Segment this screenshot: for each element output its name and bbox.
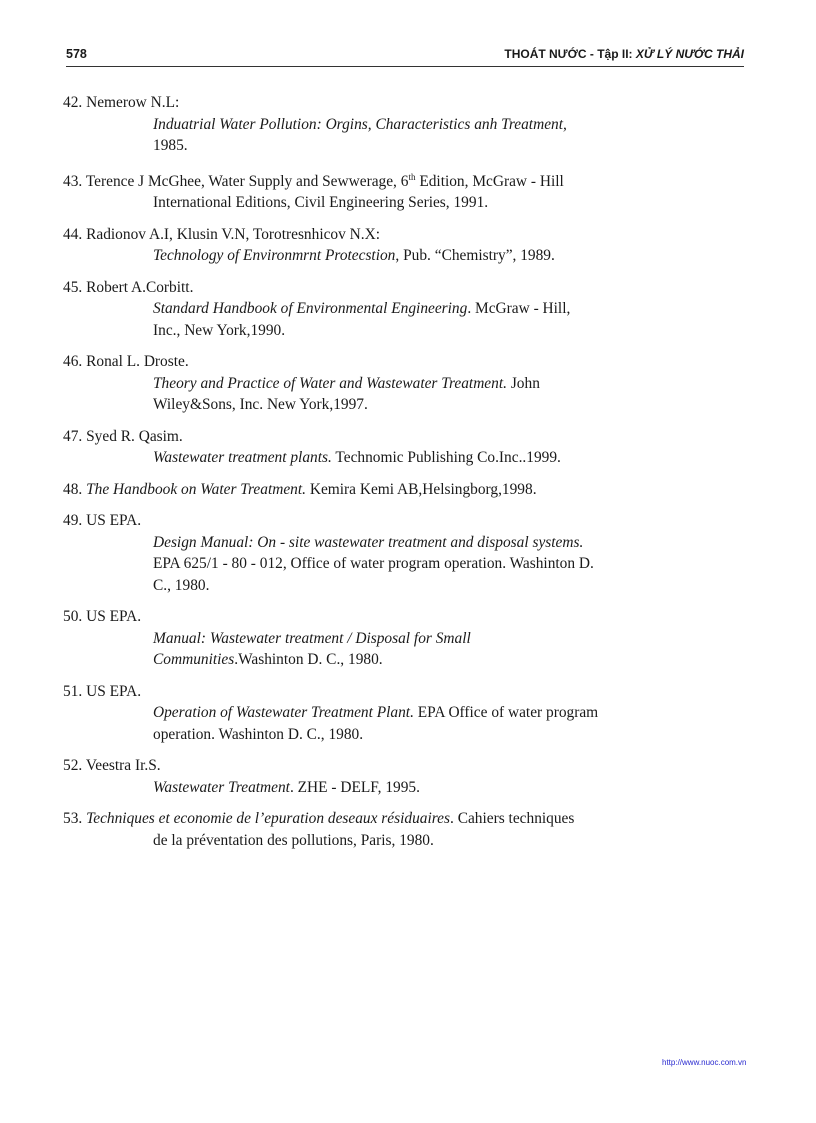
reference-47 [63, 426, 743, 469]
ref-details: Technomic Publishing Co.Inc..1999. [331, 449, 561, 467]
ref-details: EPA Office of water program [413, 704, 599, 722]
ref-author: Terence J McGhee, Water Supply and Sewwerage, 6 [85, 172, 409, 190]
reference-44 [63, 224, 743, 267]
ref-details: International Editions, Civil Engineering Series, 1991. [153, 194, 489, 212]
reference-list [63, 92, 743, 861]
reference-43 [63, 167, 743, 214]
reference-42 [63, 92, 743, 157]
ref-title: Wastewater Treatment [153, 778, 290, 796]
ref-number: 44. [63, 225, 83, 243]
ref-title: Design Manual: On - site wastewater treatment and disposal systems. [153, 533, 584, 551]
page-number: 578 [66, 47, 87, 61]
ref-details: John [506, 374, 540, 392]
ref-details-2: Inc., New York,1990. [153, 321, 286, 339]
ref-title: The Handbook on Water Treatment. [86, 480, 306, 498]
ref-details: . McGraw - Hill, [467, 300, 571, 318]
page-header [66, 44, 744, 67]
ref-details: . Cahiers techniques [450, 810, 575, 828]
ref-number: 43. [63, 172, 83, 190]
reference-51 [63, 681, 743, 746]
ref-title: Manual: Wastewater treatment / Disposal for Small [153, 629, 471, 647]
ref-number: 48. [63, 480, 83, 498]
ref-number: 42. [63, 94, 83, 111]
ref-author: Syed R. Qasim. [86, 427, 183, 445]
ref-title: Induatrial Water Pollution: Orgins, Characteristics anh Treatment, [153, 115, 567, 133]
reference-46 [63, 351, 743, 416]
reference-45 [63, 277, 743, 342]
ref-number: 53. [63, 810, 83, 828]
ref-title: Wastewater treatment plants. [153, 449, 332, 467]
ref-title-2: Communities [153, 651, 235, 669]
running-title-plain: THOÁT NƯỚC - Tập II: [504, 47, 636, 61]
ref-details: . ZHE - DELF, 1995. [289, 778, 420, 796]
ref-title: Theory and Practice of Water and Wastewater Treatment. [153, 374, 507, 392]
running-title-italic: XỬ LÝ NƯỚC THẢI [635, 47, 744, 61]
reference-49 [63, 510, 743, 596]
ref-author: Veestra Ir.S. [85, 757, 161, 775]
ref-title: Techniques et economie de l’epuration deseaux résiduaires [86, 810, 450, 828]
ref-author-cont: Edition, McGraw - Hill [415, 172, 564, 190]
ref-superscript: th [408, 171, 416, 182]
reference-50 [63, 606, 743, 671]
ref-author: US EPA. [86, 682, 142, 700]
ref-author: US EPA. [86, 512, 142, 530]
ref-number: 49. [63, 512, 83, 530]
running-title [504, 47, 744, 61]
ref-author: Ronal L. Droste. [86, 353, 189, 371]
ref-author: Robert A.Corbitt. [86, 278, 194, 296]
ref-author: Nemerow N.L: [86, 94, 180, 111]
ref-title: Operation of Wastewater Treatment Plant. [153, 704, 414, 722]
ref-details: .Washinton D. C., 1980. [234, 651, 383, 669]
ref-details-2: operation. Washinton D. C., 1980. [153, 725, 364, 743]
ref-title: Standard Handbook of Environmental Engineering [153, 300, 468, 318]
ref-number: 46. [63, 353, 83, 371]
reference-48 [63, 479, 743, 501]
ref-details: EPA 625/1 - 80 - 012, Office of water program operation. Washinton D. [153, 555, 594, 573]
ref-details-2: Wiley&Sons, Inc. New York,1997. [153, 396, 368, 414]
ref-author: US EPA. [86, 608, 142, 626]
ref-number: 52. [63, 757, 83, 775]
ref-number: 45. [63, 278, 83, 296]
footer-url-link[interactable]: http://www.nuoc.com.vn [662, 1058, 747, 1067]
ref-details: 1985. [153, 137, 188, 154]
reference-52 [63, 755, 743, 798]
ref-number: 51. [63, 682, 83, 700]
ref-details-2: de la préventation des pollutions, Paris, 1980. [153, 831, 434, 849]
ref-details: , Pub. “Chemistry”, 1989. [395, 247, 555, 265]
ref-details-2: C., 1980. [153, 576, 210, 594]
reference-53 [63, 808, 743, 851]
ref-number: 50. [63, 608, 83, 626]
ref-number: 47. [63, 427, 83, 445]
ref-title: Technology of Environmrnt Protecstion [153, 247, 396, 265]
ref-author: Radionov A.I, Klusin V.N, Torotresnhicov N.X: [86, 225, 381, 243]
ref-details: Kemira Kemi AB,Helsingborg,1998. [306, 480, 537, 498]
